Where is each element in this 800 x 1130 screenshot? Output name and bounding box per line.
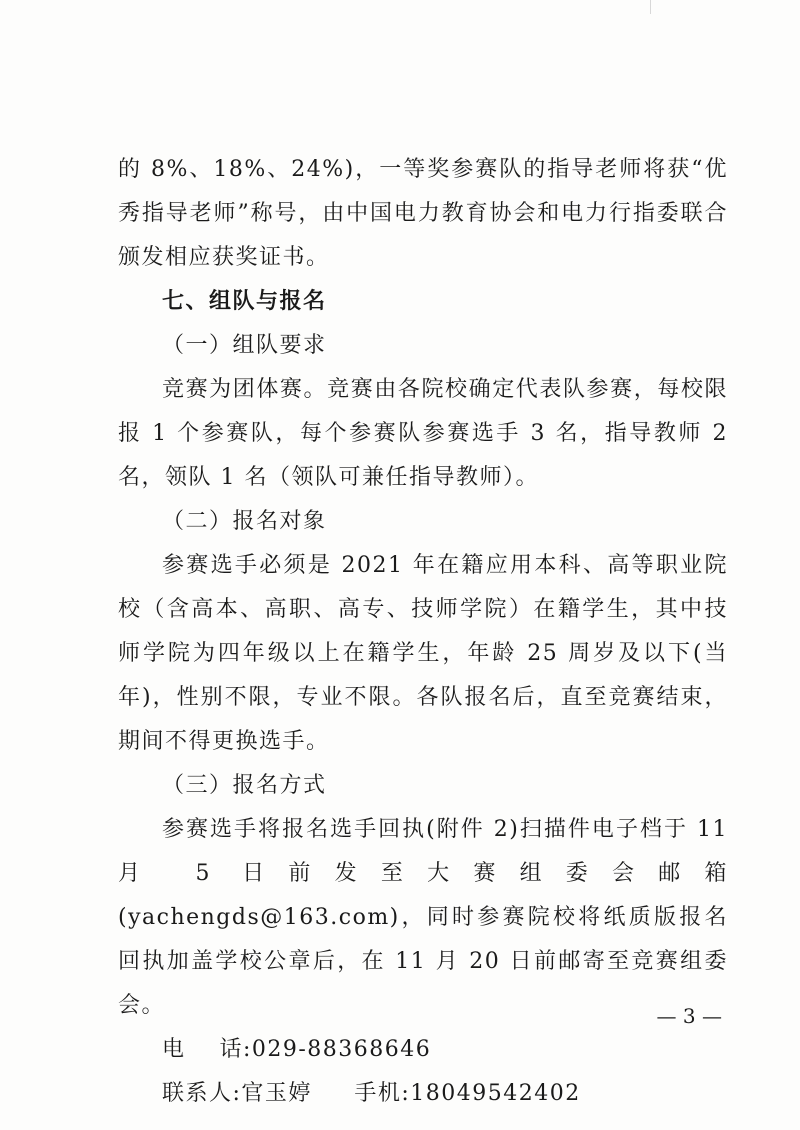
section-heading-7: 七、组队与报名 (162, 289, 327, 314)
phone-line: 电 话:029-88368646 (162, 1037, 432, 1062)
document-body (118, 148, 728, 1116)
subsection-eligibility: （二）报名对象 (162, 509, 327, 534)
subsection-team-requirements: （一）组队要求 (162, 333, 327, 358)
page-number: — 3 — (656, 1004, 722, 1028)
award-paragraph: 的 8%、18%、24%)，一等奖参赛队的指导老师将获“优秀指导老师”称号，由中国电力教育协会和电力行指委联合颁发相应获奖证书。 (118, 157, 728, 270)
scan-edge-mark (650, 0, 651, 14)
team-requirements-paragraph: 竞赛为团体赛。竞赛由各院校确定代表队参赛，每校限报 1 个参赛队，每个参赛队参赛选手 3 名，指导教师 2 名，领队 1 名（领队可兼任指导教师）。 (118, 377, 728, 490)
subsection-registration-method: （三）报名方式 (162, 773, 327, 798)
registration-method-paragraph: 参赛选手将报名选手回执(附件 2)扫描件电子档于 11 月 5 日前发至大赛组委会邮箱(yachengds@163.com)，同时参赛院校将纸质版报名回执加盖学校公章后，在 11 月 20 日前邮寄至竞赛组委会。 (118, 817, 728, 1018)
eligibility-paragraph: 参赛选手必须是 2021 年在籍应用本科、高等职业院校（含高本、高职、高专、技师学院）在籍学生，其中技师学院为四年级以上在籍学生，年龄 25 周岁及以下(当年)，性别不限，专业不限。各队报名后，直至竞赛结束，期间不得更换选手。 (118, 553, 728, 754)
contact-person-line: 联系人:官玉婷 手机:18049542402 (162, 1081, 581, 1106)
